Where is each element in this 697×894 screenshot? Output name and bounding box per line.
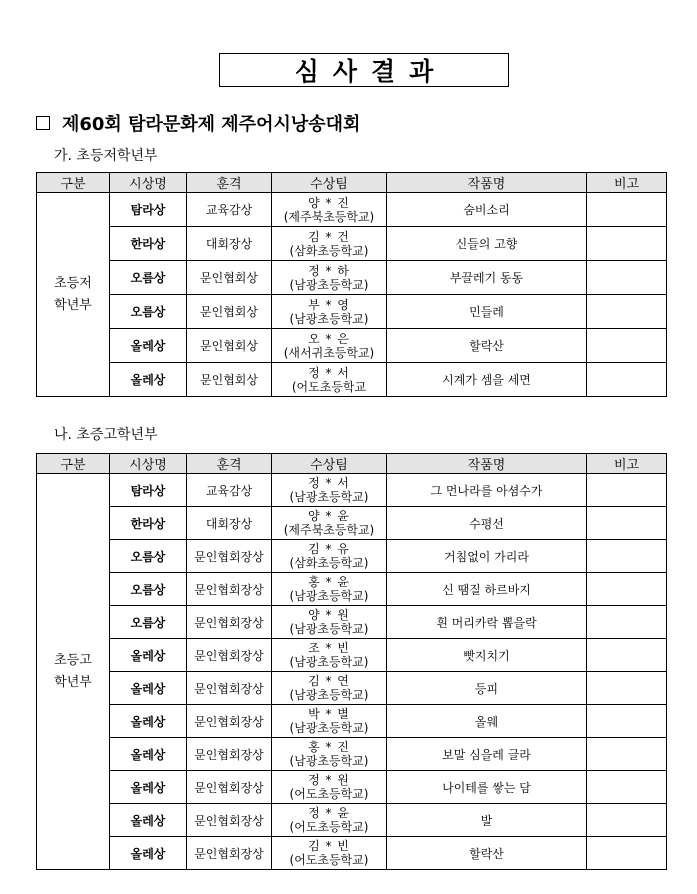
note-cell <box>587 227 667 261</box>
note-cell <box>587 672 667 705</box>
group-label-line1: 초등저 <box>54 275 92 291</box>
winner-school: (남광초등학교) <box>289 721 369 735</box>
table-header-row <box>37 173 667 193</box>
checkbox-icon <box>36 116 50 130</box>
header-work: 작품명 <box>387 454 587 474</box>
winner-cell <box>272 227 387 261</box>
honor-cell: 문인협회장상 <box>187 573 272 606</box>
table-row <box>37 227 667 261</box>
group-label-line2: 학년부 <box>54 297 92 313</box>
award-cell: 탐라상 <box>110 193 187 227</box>
honor-cell: 문인협회상 <box>187 261 272 295</box>
winner-cell <box>272 771 387 804</box>
work-cell: 흰 머리카락 뽑을락 <box>387 606 587 639</box>
winner-cell <box>272 261 387 295</box>
note-cell <box>587 363 667 397</box>
table-row <box>37 193 667 227</box>
header-work: 작품명 <box>387 173 587 193</box>
work-cell: 신 땜질 하르바지 <box>387 573 587 606</box>
winner-name: 정 * 서 <box>308 365 350 380</box>
award-cell: 오름상 <box>110 540 187 573</box>
table-header-row <box>37 454 667 474</box>
award-cell: 올레상 <box>110 804 187 837</box>
contest-title: 제60회 탐라문화제 제주어시낭송대회 <box>62 114 361 135</box>
results-table-upper-grades <box>36 453 667 870</box>
winner-cell <box>272 193 387 227</box>
table-row <box>37 540 667 573</box>
note-cell <box>587 329 667 363</box>
award-cell: 올레상 <box>110 329 187 363</box>
winner-school: (어도초등학교) <box>289 820 369 834</box>
winner-cell <box>272 606 387 639</box>
honor-cell: 문인협회장상 <box>187 672 272 705</box>
work-cell: 빳지치기 <box>387 639 587 672</box>
winner-school: (삼화초등학교) <box>289 243 369 258</box>
table-row <box>37 639 667 672</box>
section-a-label: 가. 초등저학년부 <box>54 148 158 164</box>
header-award: 시상명 <box>110 173 187 193</box>
award-cell: 올레상 <box>110 363 187 397</box>
award-cell: 오름상 <box>110 295 187 329</box>
header-category: 구분 <box>37 454 110 474</box>
group-label <box>37 474 110 870</box>
winner-school: (남광초등학교) <box>289 589 369 603</box>
winner-name: 정 * 윤 <box>308 806 350 820</box>
winner-cell <box>272 507 387 540</box>
winner-name: 정 * 원 <box>308 773 350 787</box>
table-row <box>37 837 667 870</box>
winner-name: 김 * 건 <box>308 229 350 244</box>
award-cell: 올레상 <box>110 771 187 804</box>
work-cell: 숨비소리 <box>387 193 587 227</box>
work-cell: 부끌레기 동동 <box>387 261 587 295</box>
award-cell: 오름상 <box>110 606 187 639</box>
note-cell <box>587 193 667 227</box>
work-cell: 나이테를 쌓는 담 <box>387 771 587 804</box>
award-cell: 한라상 <box>110 507 187 540</box>
note-cell <box>587 738 667 771</box>
award-cell: 오름상 <box>110 261 187 295</box>
honor-cell: 교육감상 <box>187 474 272 507</box>
note-cell <box>587 804 667 837</box>
winner-cell <box>272 738 387 771</box>
header-note: 비고 <box>587 454 667 474</box>
note-cell <box>587 261 667 295</box>
table-row <box>37 573 667 606</box>
group-label <box>37 193 110 397</box>
honor-cell: 대회장상 <box>187 227 272 261</box>
title-box <box>219 53 509 87</box>
honor-cell: 문인협회상 <box>187 363 272 397</box>
work-cell: 그 먼나라를 아셤수가 <box>387 474 587 507</box>
honor-cell: 문인협회장상 <box>187 837 272 870</box>
work-cell: 민들레 <box>387 295 587 329</box>
header-winner: 수상팀 <box>272 454 387 474</box>
work-cell: 시계가 셈을 세면 <box>387 363 587 397</box>
winner-name: 양 * 진 <box>308 195 350 210</box>
honor-cell: 문인협회장상 <box>187 804 272 837</box>
award-cell: 한라상 <box>110 227 187 261</box>
award-cell: 오름상 <box>110 573 187 606</box>
note-cell <box>587 573 667 606</box>
table-row <box>37 261 667 295</box>
note-cell <box>587 474 667 507</box>
note-cell <box>587 295 667 329</box>
honor-cell: 문인협회상 <box>187 295 272 329</box>
table-row <box>37 705 667 738</box>
winner-school: (남광초등학교) <box>289 622 369 636</box>
page-title: 심사결과 <box>294 57 448 86</box>
winner-name: 김 * 유 <box>308 542 350 556</box>
header-award: 시상명 <box>110 454 187 474</box>
table-row <box>37 295 667 329</box>
winner-name: 부 * 영 <box>308 297 350 312</box>
winner-name: 오 * 은 <box>308 331 350 346</box>
winner-school: (새서귀초등학교) <box>283 345 375 360</box>
winner-school: (어도초등학교) <box>289 853 369 867</box>
honor-cell: 문인협회장상 <box>187 606 272 639</box>
winner-name: 김 * 연 <box>308 674 350 688</box>
header-note: 비고 <box>587 173 667 193</box>
winner-name: 정 * 서 <box>308 476 350 490</box>
winner-name: 양 * 윤 <box>308 509 350 523</box>
work-cell: 발 <box>387 804 587 837</box>
award-cell: 탐라상 <box>110 474 187 507</box>
award-cell: 올레상 <box>110 639 187 672</box>
work-cell: 거침없이 가리라 <box>387 540 587 573</box>
table-row <box>37 329 667 363</box>
winner-school: (남광초등학교) <box>289 688 369 702</box>
table-row <box>37 474 667 507</box>
group-label-line2: 학년부 <box>54 674 92 690</box>
table-row <box>37 672 667 705</box>
award-cell: 올레상 <box>110 672 187 705</box>
work-cell: 신들의 고향 <box>387 227 587 261</box>
winner-cell <box>272 329 387 363</box>
winner-name: 홍 * 진 <box>308 740 350 754</box>
winner-school: (남광초등학교) <box>289 754 369 768</box>
work-cell: 등피 <box>387 672 587 705</box>
winner-school: (어도초등학교 <box>291 379 367 394</box>
header-category: 구분 <box>37 173 110 193</box>
work-cell: 수평선 <box>387 507 587 540</box>
honor-cell: 대회장상 <box>187 507 272 540</box>
honor-cell: 문인협회장상 <box>187 738 272 771</box>
award-cell: 올레상 <box>110 705 187 738</box>
winner-school: (어도초등학교) <box>289 787 369 801</box>
winner-cell <box>272 573 387 606</box>
winner-school: (제주북초등학교) <box>283 523 375 537</box>
contest-heading <box>36 110 360 136</box>
table-row <box>37 507 667 540</box>
header-honor: 훈격 <box>187 454 272 474</box>
honor-cell: 교육감상 <box>187 193 272 227</box>
winner-cell <box>272 837 387 870</box>
group-label-line1: 초등고 <box>54 652 92 668</box>
winner-name: 정 * 하 <box>308 263 350 278</box>
winner-cell <box>272 705 387 738</box>
winner-cell <box>272 639 387 672</box>
table-row <box>37 738 667 771</box>
award-cell: 올레상 <box>110 837 187 870</box>
winner-cell <box>272 540 387 573</box>
work-cell: 할락산 <box>387 329 587 363</box>
winner-cell <box>272 474 387 507</box>
winner-school: (남광초등학교) <box>289 655 369 669</box>
winner-name: 조 * 빈 <box>308 641 350 655</box>
note-cell <box>587 507 667 540</box>
winner-cell <box>272 804 387 837</box>
winner-school: (남광초등학교) <box>289 277 369 292</box>
winner-cell <box>272 363 387 397</box>
note-cell <box>587 540 667 573</box>
honor-cell: 문인협회장상 <box>187 771 272 804</box>
honor-cell: 문인협회장상 <box>187 639 272 672</box>
note-cell <box>587 705 667 738</box>
header-honor: 훈격 <box>187 173 272 193</box>
table-row <box>37 771 667 804</box>
winner-school: (제주북초등학교) <box>283 209 375 224</box>
honor-cell: 문인협회장상 <box>187 705 272 738</box>
honor-cell: 문인협회상 <box>187 329 272 363</box>
winner-name: 홍 * 윤 <box>308 575 350 589</box>
header-winner: 수상팀 <box>272 173 387 193</box>
table-row <box>37 606 667 639</box>
winner-name: 김 * 빈 <box>308 839 350 853</box>
winner-cell <box>272 672 387 705</box>
winner-name: 박 * 별 <box>308 707 350 721</box>
winner-school: (남광초등학교) <box>289 311 369 326</box>
section-b-label: 나. 초증고학년부 <box>54 427 158 443</box>
winner-name: 양 * 원 <box>308 608 350 622</box>
table-row <box>37 363 667 397</box>
honor-cell: 문인협회장상 <box>187 540 272 573</box>
work-cell: 올웨 <box>387 705 587 738</box>
work-cell: 할락산 <box>387 837 587 870</box>
winner-school: (남광초등학교) <box>289 490 369 504</box>
winner-cell <box>272 295 387 329</box>
note-cell <box>587 771 667 804</box>
results-table-lower-grades <box>36 172 667 397</box>
table-row <box>37 804 667 837</box>
note-cell <box>587 606 667 639</box>
winner-school: (삼화초등학교) <box>289 556 369 570</box>
award-cell: 올레상 <box>110 738 187 771</box>
work-cell: 보말 심을레 글라 <box>387 738 587 771</box>
note-cell <box>587 837 667 870</box>
note-cell <box>587 639 667 672</box>
